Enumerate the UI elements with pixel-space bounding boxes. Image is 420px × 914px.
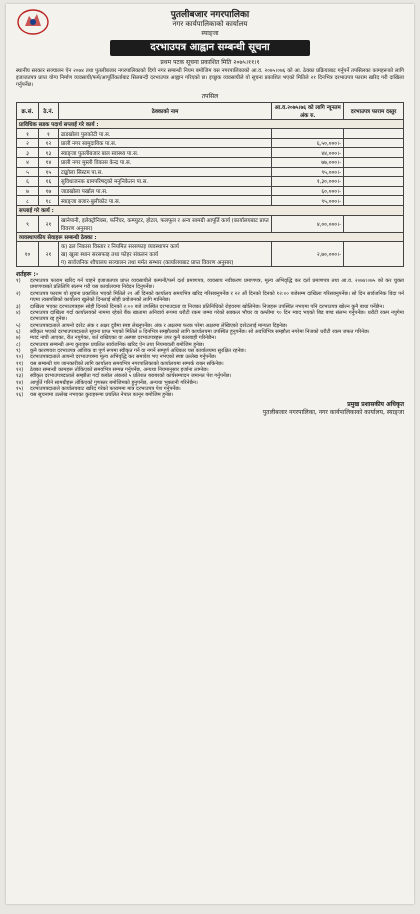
note-text: स्वीकृत दरभाउपत्रदाताले सम्झौता गर्दा कबोल अंकको ५ प्रतिशत बराबरको कार्यसम्पादन जमानत पेश गर्नुपर्नेछ। [30, 373, 232, 380]
note-text: म्याद नाघी आएका, रीत नपुगेका, शर्त राखिएका वा अस्पष्ट दरभाउपत्रहरू उपर कुनै कारबाही गरिनेछैन। [30, 335, 217, 342]
table-row [17, 138, 404, 148]
cell-sn: १ [17, 129, 39, 139]
note-item [16, 278, 404, 291]
cell-contract-no: १२ [38, 138, 58, 148]
cell-sn: ९ [17, 215, 39, 232]
cell-sn: २ [17, 138, 39, 148]
note-number: ९) [16, 347, 21, 354]
note-text: दरभाउपत्र फाराम खरिद गर्न चाहने इजाजतपत्र प्राप्त व्यवसायीले कम्पनी/फर्म दर्ता प्रमाणपत्र, व्यवसाय नवीकरण प्रमाणपत्र, मूल्य अभिवृद्धि कर दर्ता प्रमाणपत्र तथा आ.व. २०७४।०७५ को कर चुक्ता प्रमाणपत्रको प्रतिलिपि संलग्न गरी यस कार्यालयमा निवेदन दिनुपर्नेछ। [30, 278, 404, 291]
note-text: स्वीकृत भएको दरभाउपत्रदाताले सूचना प्राप्त भएको मितिले ७ दिनभित्र सम्झौताको लागि कार्यालयमा उपस्थित हुनुपर्नेछ। सो अवधिभित्र सम्झौता नगरेमा निजको धरौटी रकम जफत गरिनेछ। [30, 328, 370, 335]
cell-sn: ४ [17, 157, 39, 167]
cell-fee [344, 196, 404, 206]
col-header-name: ठेक्काको नाम [58, 102, 271, 119]
cell-fee [344, 242, 404, 267]
table-row [17, 177, 404, 187]
table-row [17, 129, 404, 139]
cell-name-item: क) ढल निकास विस्तार र नियमित सरसफाइ व्यवस्थापन कार्य [60, 244, 179, 251]
header [6, 4, 414, 38]
cell-fee [344, 215, 404, 232]
cell-contract-no: १५ [38, 167, 58, 177]
cell-contract-no: २१ [38, 242, 58, 267]
cell-name: जाडखोला पर्खाल पा.स. [58, 186, 271, 196]
table-row [17, 167, 404, 177]
cell-amount: ९५,०००।- [272, 196, 344, 206]
note-number: ८) [16, 341, 21, 348]
table-row [17, 148, 404, 158]
signatory-title: प्रमुख प्रशासकीय अधिकृत [347, 400, 404, 408]
note-number: १३) [16, 373, 24, 380]
cell-name: टाङ्खोला सिस्टम पा.स. [58, 167, 271, 177]
note-text: कुनै कारणवश दरभाउपत्र आंशिक वा पूर्ण रूपमा स्वीकृत गर्ने वा नगर्ने सम्पूर्ण अधिकार यस कार्यालयमा सुरक्षित रहनेछ। [30, 347, 246, 354]
col-header-contract-no: ठे.नं. [38, 102, 58, 119]
section-label: प्राविधिक सडक पदार्थ सप्लाई गरे कार्य : [17, 119, 404, 129]
cell-fee [344, 138, 404, 148]
col-header-fee: दरभाउपत्र फाराम दस्तुर [344, 102, 404, 119]
notes-list [6, 278, 414, 399]
note-text: दरभाउपत्रदाताले आफ्नो दररेट अंक र अक्षर दुवैमा स्पष्ट लेख्नुपर्नेछ। अंक र अक्षरमा फरक परेमा अक्षरमा लेखिएको दररेटलाई मान्यता दिइनेछ। [30, 322, 288, 329]
note-number: १०) [16, 354, 24, 361]
cell-fee [344, 186, 404, 196]
table-row [17, 242, 404, 267]
cell-fee [344, 148, 404, 158]
section-label: सप्लाई गरे कार्य : [17, 205, 404, 215]
note-number: १) [16, 278, 21, 285]
note-number: १६) [16, 392, 24, 399]
tender-table [16, 102, 404, 268]
cell-sn: १० [17, 242, 39, 267]
tender-table-body [17, 119, 404, 267]
cell-name [58, 242, 271, 267]
note-text: यस सम्बन्धी थप जानकारीको लागि कार्यालय समयभित्र नगरपालिकाको कार्यालयमा सम्पर्क राख्न सकिनेछ। [30, 360, 224, 367]
notes-title: शर्तहरू :- [16, 271, 39, 279]
note-text: दरभाउपत्रदाताले आफ्नो दरभाउपत्रमा मूल्य अभिवृद्धि कर समावेश भए नभएको स्पष्ट उल्लेख गर्नुपर्नेछ। [30, 354, 217, 361]
note-number: ६) [16, 328, 21, 335]
col-header-sn: क्र.सं. [17, 102, 39, 119]
cell-amount [272, 129, 344, 139]
section-row [17, 205, 404, 215]
cell-fee [344, 129, 404, 139]
cell-sn: ६ [17, 177, 39, 187]
cell-name: प्राली नगर मुस्ली विकास केन्द्र पा.स. [58, 157, 271, 167]
note-number: ११) [16, 360, 24, 367]
note-number: २) [16, 290, 21, 297]
note-number: १५) [16, 385, 24, 392]
cell-contract-no: १७ [38, 186, 58, 196]
cell-name: स्याङ्जा पुतलीबजार बाल स्वास्थ्य पा.स. [58, 148, 271, 158]
cell-name: प्राली नगर सामुदायिक पा.स. [58, 138, 271, 148]
cell-sn: ८ [17, 196, 39, 206]
cell-amount: १,३०,०००।- [272, 177, 344, 187]
intro-paragraph: स्थानीय सरकार सञ्चालन ऐन २०७४ तथा पुतलीबजार नगरपालिकाको दिगो नगर सम्बन्धी नियम बमोजिम यस नगरपालिकाको आ.व. २०७५।०७६ को आ. ठेक्का प्रक्रियाबाट गर्नुपर्ने तपसिलका कामहरूको लागि इजाजतपत्र प्राप्त योग्य निर्माण व्यवसायी/फर्म/आपूर्तिकर्ताबाट सिलबन्दी दरभाउपत्र आह्वान गरिएको छ। इच्छुक व्यवसायीले यो सूचना प्रकाशित भएको मितिले २१ दिनभित्र दरभाउपत्र फाराम खरिद गरी दाखिला गर्नुपर्नेछ। [16, 68, 404, 89]
cell-amount: २,७०,०००।- [272, 242, 344, 267]
cell-contract-no: १८ [38, 196, 58, 206]
cell-fee [344, 157, 404, 167]
notice-title-banner: दरभाउपत्र आह्वान सम्बन्धी सूचना [110, 40, 310, 56]
cell-contract-no: १ [38, 129, 58, 139]
notice-page [6, 4, 414, 904]
cell-contract-no: २१ [38, 215, 58, 232]
cell-amount: ६०,०००।- [272, 186, 344, 196]
note-text: दरभाउपत्र दाखिला गर्दा कार्यालयको नाममा रहेको बैंक खातामा अनिवार्य रूपमा धरौटी रकम जम्मा गरेको सक्कल भौचर वा कम्तीमा ९० दिन म्याद भएको बिड बण्ड संलग्न गर्नुपर्नेछ। धरौटी रकम नपुगेमा दरभाउपत्र रद्द हुनेछ। [30, 309, 404, 323]
cell-amount: ४,००,०००।- [272, 215, 344, 232]
cell-sn: ३ [17, 148, 39, 158]
publish-date: प्रथम पटक सूचना प्रकाशित मिति २०७५।११।१ [160, 59, 260, 66]
table-caption: तपसिल [201, 92, 219, 100]
section-label: व्यवस्थापकीय सेवाहरू सम्बन्धी ठेक्का : [17, 232, 404, 242]
cell-name: सुविधाजनक ग्रामपरिषद्को मनुनिकेतन पा.स. [58, 177, 271, 187]
cell-contract-no: १४ [38, 157, 58, 167]
section-row [17, 119, 404, 129]
cell-sn: ७ [17, 186, 39, 196]
cell-name: स्याङ्जा बजार-बुलीकोट पा.स. [58, 196, 271, 206]
signatory-office: पुतलीबजार नगरपालिका, नगर कार्यपालिकाको कार्यालय, स्याङ्जा [262, 408, 404, 416]
cell-fee [344, 177, 404, 187]
note-number: १४) [16, 379, 24, 386]
cell-amount: ६,५०,०००।- [272, 138, 344, 148]
table-row [17, 196, 404, 206]
note-item [16, 310, 404, 323]
note-text: दाखिला भएका दरभाउपत्रहरू सोही दिनको दिनको २:०० बजे उपस्थित दरभाउदाता वा निजका प्रतिनिधिको रोहवरमा खोलिनेछ। निजहरू उपस्थित नभएमा पनि दरभाउपत्र खोल्न कुनै बाधा पर्नेछैन। [30, 303, 385, 310]
note-item [16, 291, 404, 304]
note-number: ७) [16, 335, 21, 342]
cell-name: ढाडखोला पुलकोटी पा.स. [58, 129, 271, 139]
note-text: यस सूचनामा उल्लेख नभएका कुराहरूमा प्रचलित नेपाल कानून बमोजिम हुनेछ। [30, 392, 174, 399]
cell-contract-no: १६ [38, 177, 58, 187]
cell-amount: ९५,०००।- [272, 167, 344, 177]
cell-name: खानेपानी, इलेक्ट्रोनिक्स, फर्निचर, कम्प्युटर, होटल, फलफूल र अन्य सामग्री आपूर्ति कार्य (कार्यालयबाट प्राप्त विवरण अनुसार) [58, 215, 271, 232]
note-number: ४) [16, 309, 21, 316]
cell-amount: ४४,०००।- [272, 148, 344, 158]
cell-fee [344, 167, 404, 177]
note-text: दरभाउपत्रदाताले कार्यालयबाट खरिद गरेको फाराममा मात्र दरभाउपत्र पेश गर्नुपर्नेछ। [30, 385, 181, 392]
section-row [17, 232, 404, 242]
note-text: आपूर्ति गरिने सामग्रीहरू तोकिएको गुणस्तर बमोजिमको हुनुपर्नेछ, अन्यथा भुक्तानी गरिनेछैन। [30, 379, 198, 386]
note-number: १२) [16, 366, 24, 373]
table-row [17, 157, 404, 167]
cell-sn: ५ [17, 167, 39, 177]
note-text: दरभाउपत्र फाराम यो सूचना प्रकाशित भएको मितिले २१ औं दिनको कार्यालय समयभित्र खरिद गरिसक्नुपर्नेछ र २२ औं दिनको दिनको १२:०० बजेसम्म दाखिला गरिसक्नुपर्नेछ। सो दिन सार्वजनिक विदा पर्न गएमा त्यसपछिको कार्यालय खुलेको दिनलाई सोही प्रयोजनको लागि मानिनेछ। [30, 290, 404, 304]
office-location: स्याङ्जा [201, 30, 219, 37]
note-number: ५) [16, 322, 21, 329]
note-item [16, 392, 404, 398]
cell-name-item: ख) खुला स्थान सरसफाइ तथा फोहर संकलन कार्य [60, 252, 159, 259]
nepal-emblem-icon [16, 8, 50, 36]
org-name: पुतलीबजार नगरपालिका [170, 10, 250, 20]
table-row [17, 186, 404, 196]
table-row [17, 215, 404, 232]
note-text: दरभाउपत्र सम्बन्धी अन्य कुराहरू प्रचलित सार्वजनिक खरिद ऐन तथा नियमावली बमोजिम हुनेछ। [30, 341, 205, 348]
cell-contract-no: १३ [38, 148, 58, 158]
cell-name-item: ग) सार्वजनिक शौचालय सञ्चालन तथा मर्मत सम्भार (कार्यालयबाट प्राप्त विवरण अनुसार) [60, 260, 234, 267]
signature-block [6, 399, 414, 417]
cell-amount: ७७,०००।- [272, 157, 344, 167]
office-name: नगर कार्यपालिकाको कार्यालय [172, 20, 248, 28]
note-text: ठेक्का सम्बन्धी कामहरू तोकिएको समयभित्र सम्पन्न गर्नुपर्नेछ, अन्यथा नियमानुसार हर्जाना लाग्नेछ। [30, 366, 209, 373]
note-number: ३) [16, 303, 21, 310]
col-header-amount: आ.व.२०७५।७६ को लागि न्यूनतम अंक रु. [272, 102, 344, 119]
